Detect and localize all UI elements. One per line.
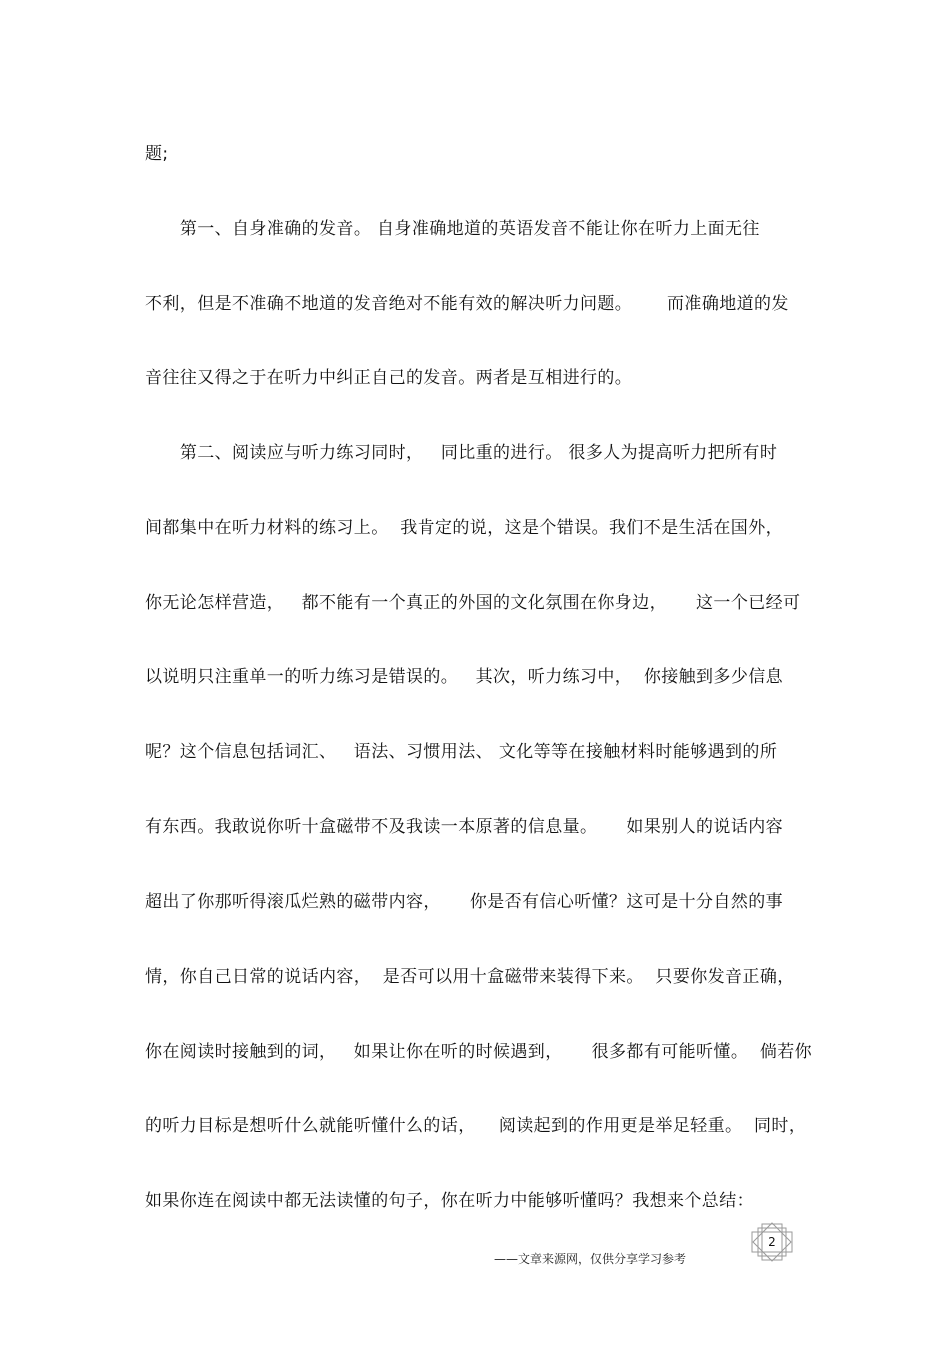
source-footer: ——文章来源网，仅供分享学习参考 bbox=[494, 1252, 687, 1266]
text-line: 不利，但是不准确不地道的发音绝对不能有效的解决听力问题。 而准确地道的发 bbox=[145, 294, 789, 314]
text-line: 你在阅读时接触到的词， 如果让你在听的时候遇到， 很多都有可能听懂。 倘若你 bbox=[145, 1042, 813, 1062]
text-line: 呢？这个信息包括词汇、 语法、习惯用法、 文化等等在接触材料时能够遇到的所 bbox=[145, 742, 778, 762]
text-line: 题; bbox=[145, 144, 169, 164]
text-line: 间都集中在听力材料的练习上。 我肯定的说，这是个错误。我们不是生活在国外， bbox=[145, 518, 784, 538]
text-line: 如果你连在阅读中都无法读懂的句子，你在听力中能够听懂吗？我想来个总结： bbox=[145, 1191, 754, 1211]
text-line: 情，你自己日常的说话内容， 是否可以用十盒磁带来装得下来。 只要你发音正确， bbox=[145, 967, 795, 987]
text-line: 音往往又得之于在听力中纠正自己的发音。两者是互相进行的。 bbox=[145, 368, 633, 388]
page-number: 2 bbox=[768, 1235, 776, 1249]
text-line: 的听力目标是想听什么就能听懂什么的话， 阅读起到的作用更是举足轻重。 同时， bbox=[145, 1116, 807, 1136]
text-line: 第一、自身准确的发音。 自身准确地道的英语发音不能让你在听力上面无往 bbox=[145, 219, 760, 239]
page-number-badge bbox=[748, 1222, 796, 1262]
text-line: 第二、阅读应与听力练习同时， 同比重的进行。 很多人为提高听力把所有时 bbox=[145, 443, 778, 463]
text-line: 有东西。我敢说你听十盒磁带不及我读一本原著的信息量。 如果别人的说话内容 bbox=[145, 817, 784, 837]
text-line: 你无论怎样营造， 都不能有一个真正的外国的文化氛围在你身边， 这一个已经可 bbox=[145, 593, 801, 613]
text-line: 超出了你那听得滚瓜烂熟的磁带内容， 你是否有信心听懂？这可是十分自然的事 bbox=[145, 892, 784, 912]
text-line: 以说明只注重单一的听力练习是错误的。 其次，听力练习中， 你接触到多少信息 bbox=[145, 667, 784, 687]
